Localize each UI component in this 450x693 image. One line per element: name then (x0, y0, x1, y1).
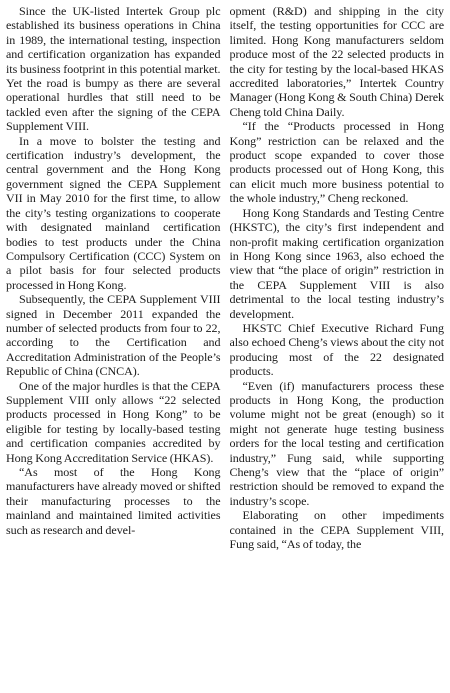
article-column-left (6, 4, 221, 690)
paragraph: “As most of the Hong Kong manufacturers have already moved or shifted their manufacturing processes to the mainland and maintained limited activities such as research and devel- (6, 465, 221, 537)
paragraph: Subsequently, the CEPA Supplement VIII signed in December 2011 expanded the number of selected products from four to 22, according to the Certification and Accreditation Administration of the People’s Republic of China (CNCA). (6, 292, 221, 379)
paragraph-continuation: opment (R&D) and shipping in the city itself, the testing opportunities for CCC are limited. Hong Kong manufacturers seldom produce most of the 22 selected products in the city for testing by the local-based HKAS accredited laboratories,” Intertek Country Manager (Hong Kong & South China) Derek Cheng told China Daily. (229, 4, 444, 119)
paragraph: Since the UK-listed Intertek Group plc established its business operations in China in 1989, the international testing, inspection and certification organization has expanded its business footprint in this potential market. Yet the road is bumpy as there are several operational hurdles that still need to be tackled even after the signing of the CEPA Supplement VIII. (6, 4, 221, 134)
paragraph: “If the “Products processed in Hong Kong” restriction can be relaxed and the product scope expanded to cover those products processed out of Hong Kong, this can elicit much more business potential to the whole industry,” Cheng reckoned. (229, 119, 444, 206)
paragraph: “Even (if) manufacturers process these products in Hong Kong, the production volume might not be great (enough) so it might not generate huge testing business orders for the local testing and certification industry,” Fung said, while supporting Cheng’s view that the “place of origin” restriction should be removed to expand the industry’s scope. (229, 378, 444, 508)
paragraph: Hong Kong Standards and Testing Centre (HKSTC), the city’s first independent and non-profit making certification organization in Hong Kong since 1963, also echoed the view that “the place of origin” restriction in the CEPA Supplement VIII is also detrimental to the local testing industry’s development. (229, 205, 444, 321)
paragraph: Elaborating on other impediments contained in the CEPA Supplement VIII, Fung said, “As of today, the (229, 508, 444, 552)
article-body (6, 4, 444, 690)
paragraph: One of the major hurdles is that the CEPA Supplement VIII only allows “22 selected products processed in Hong Kong” to be eligible for testing by locally-based testing and certification companies accredited by Hong Kong Accreditation Service (HKAS). (6, 378, 221, 465)
paragraph: In a move to bolster the testing and certification industry’s development, the central government and the Hong Kong government signed the CEPA Supplement VII in May 2010 for the first time, to allow the city’s testing organizations to cooperate with designated mainland certification bodies to test products under the China Compulsory Certification (CCC) System on a pilot basis for four selected products processed in Hong Kong. (6, 133, 221, 292)
paragraph: HKSTC Chief Executive Richard Fung also echoed Cheng’s views about the city not producing most of the 22 designated products. (229, 320, 444, 379)
article-column-right (230, 4, 445, 690)
